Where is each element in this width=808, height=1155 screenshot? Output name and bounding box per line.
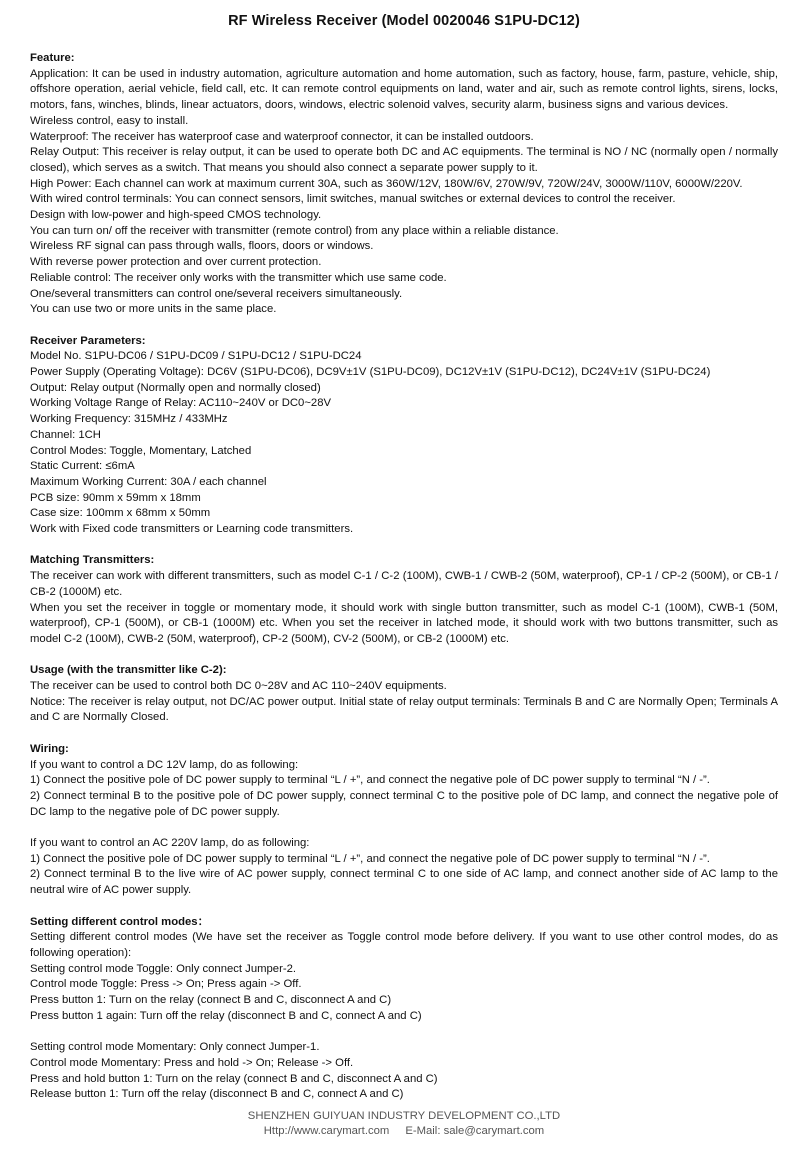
document-title: RF Wireless Receiver (Model 0020046 S1PU-DC12) [228, 13, 580, 29]
feature-line: You can use two or more units in the same place. [30, 303, 277, 316]
wiring-dc-line: 1) Connect the positive pole of DC power supply to terminal “L / +”, and connect the negative pole of DC power supply to terminal “N / -”. [30, 774, 710, 787]
transmitters-line: When you set the receiver in toggle or momentary mode, it should work with single button transmitter, such as model C-1 (100M), CWB-1 (50M, waterproof), CP-1 (500M), or CB-1 (1000M) etc. When you set the receiver in latched mode, it should work with two buttons transmitter, such as model C-2 (100M), CWB-2 (50M, waterproof), CP-2 (500M), CV-2 (500M), or CB-2 (1000M) etc. [30, 601, 778, 645]
usage-section [30, 663, 778, 726]
modes-momentary-line: Release button 1: Turn off the relay (disconnect B and C, connect A and C) [30, 1088, 404, 1101]
section-gap [30, 648, 778, 664]
modes-momentary-line: Press and hold button 1: Turn on the relay (connect B and C, disconnect A and C) [30, 1072, 438, 1085]
params-section [30, 334, 778, 538]
feature-line: With reverse power protection and over current protection. [30, 256, 322, 269]
param-line: Working Frequency: 315MHz / 433MHz [30, 413, 228, 426]
param-line: Channel: 1CH [30, 428, 101, 441]
modes-momentary-line: Control mode Momentary: Press and hold -> On; Release -> Off. [30, 1056, 354, 1069]
usage-heading: Usage (with the transmitter like C-2): [30, 664, 227, 677]
footer-email-link[interactable]: E-Mail: sale@carymart.com [405, 1125, 545, 1137]
modes-toggle-line: Press button 1: Turn on the relay (connect B and C, disconnect A and C) [30, 994, 392, 1007]
transmitters-line: The receiver can work with different transmitters, such as model C-1 / C-2 (100M), CWB-1 / CWB-2 (50M, waterproof), CP-1 / CP-2 (500M), or CB-1 / CB-2 (1000M) etc. [30, 570, 778, 598]
modes-momentary-line: Setting control mode Momentary: Only connect Jumper-1. [30, 1041, 320, 1054]
modes-section [30, 915, 778, 1103]
transmitters-section [30, 553, 778, 647]
feature-line: Relay Output: This receiver is relay output, it can be used to operate both DC and AC equipments. The terminal is NO / NC (normally open / normally closed), which serves as a switch. That means you should also connect a separate power supply to it. [30, 146, 778, 174]
feature-line: With wired control terminals: You can connect sensors, limit switches, manual switches or external devices to control the receiver. [30, 193, 676, 206]
feature-heading: Feature: [30, 52, 75, 64]
paragraph-gap [30, 820, 778, 836]
footer-company: SHENZHEN GUIYUAN INDUSTRY DEVELOPMENT CO.,LTD [247, 1110, 561, 1122]
section-gap [30, 899, 778, 915]
wiring-ac-line: 1) Connect the positive pole of DC power supply to terminal “L / +”, and connect the negative pole of DC power supply to terminal “N / -”. [30, 852, 710, 865]
param-line: Static Current: ≤6mA [30, 460, 135, 473]
transmitters-heading: Matching Transmitters: [30, 554, 155, 567]
param-line: Power Supply (Operating Voltage): DC6V (S1PU-DC06), DC9V±1V (S1PU-DC09), DC12V±1V (S1PU-DC12), DC24V±1V (S1PU-DC24) [30, 366, 711, 379]
param-line: Work with Fixed code transmitters or Learning code transmitters. [30, 523, 354, 536]
feature-line: Waterproof: The receiver has waterproof case and waterproof connector, it can be installed outdoors. [30, 130, 534, 143]
feature-line: Reliable control: The receiver only works with the transmitter which use same code. [30, 271, 447, 284]
modes-toggle-line: Setting different control modes (We have set the receiver as Toggle control mode before delivery. If you want to use other control modes, do as following operation): [30, 931, 778, 959]
section-gap [30, 318, 778, 334]
wiring-dc-line: If you want to control a DC 12V lamp, do as following: [30, 758, 299, 771]
feature-line: You can turn on/ off the receiver with transmitter (remote control) from any place within a reliable distance. [30, 224, 559, 237]
wiring-section [30, 742, 778, 899]
param-line: Working Voltage Range of Relay: AC110~240V or DC0~28V [30, 397, 332, 410]
feature-line: One/several transmitters can control one/several receivers simultaneously. [30, 287, 403, 300]
modes-heading: Setting different control modes： [30, 915, 209, 928]
footer-website-link[interactable]: Http://www.carymart.com [263, 1125, 390, 1137]
page-footer [30, 1109, 778, 1139]
param-line: Model No. S1PU-DC06 / S1PU-DC09 / S1PU-DC12 / S1PU-DC24 [30, 350, 362, 363]
feature-line: Wireless RF signal can pass through walls, floors, doors or windows. [30, 240, 374, 253]
param-line: PCB size: 90mm x 59mm x 18mm [30, 491, 201, 504]
params-heading: Receiver Parameters: [30, 334, 146, 347]
footer-contact [30, 1124, 778, 1139]
modes-toggle-line: Setting control mode Toggle: Only connect Jumper-2. [30, 962, 297, 975]
wiring-dc-line: 2) Connect terminal B to the positive pole of DC power supply, connect terminal C to the positive pole of DC lamp, and connect the negative pole of DC lamp to the negative pole of DC power supply. [30, 789, 778, 818]
usage-line: The receiver can be used to control both DC 0~28V and AC 110~240V equipments. [30, 680, 447, 693]
paragraph-gap [30, 1025, 778, 1041]
usage-line: Notice: The receiver is relay output, not DC/AC power output. Initial state of relay output terminals: Terminals B and C are Normally Open; Terminals A and C are Normally Closed. [30, 695, 778, 724]
param-line: Case size: 100mm x 68mm x 50mm [30, 507, 211, 520]
wiring-heading: Wiring: [30, 742, 69, 755]
wiring-ac-line: If you want to control an AC 220V lamp, do as following: [30, 837, 310, 850]
wiring-ac-line: 2) Connect terminal B to the live wire of AC power supply, connect terminal C to one side of AC lamp, and connect another side of AC lamp to the neutral wire of AC power supply. [30, 868, 778, 897]
document-body [30, 51, 778, 1103]
param-line: Output: Relay output (Normally open and normally closed) [30, 381, 321, 394]
feature-line: Application: It can be used in industry automation, agriculture automation and home automation, such as factory, house, farm, pasture, vehicle, ship, offshore operation, aerial vehicle, field call, etc. It can remote control equipments on land, water and air, such as remote control lights, sirens, locks, motors, fans, winches, blinds, linear actuators, doors, windows, electric solenoid valves, security alarm, business signs and various devices. [30, 67, 778, 112]
feature-line: Wireless control, easy to install. [30, 114, 189, 127]
param-line: Maximum Working Current: 30A / each channel [30, 475, 267, 488]
param-line: Control Modes: Toggle, Momentary, Latched [30, 444, 252, 457]
feature-section [30, 51, 778, 318]
feature-line: Design with low-power and high-speed CMOS technology. [30, 209, 322, 222]
section-gap [30, 726, 778, 742]
feature-line: High Power: Each channel can work at maximum current 30A, such as 360W/12V, 180W/6V, 270W/9V, 720W/24V, 3000W/110V, 6000W/220V. [30, 177, 743, 190]
section-gap [30, 538, 778, 554]
modes-toggle-line: Press button 1 again: Turn off the relay (disconnect B and C, connect A and C) [30, 1009, 422, 1022]
modes-toggle-line: Control mode Toggle: Press -> On; Press again -> Off. [30, 978, 302, 991]
